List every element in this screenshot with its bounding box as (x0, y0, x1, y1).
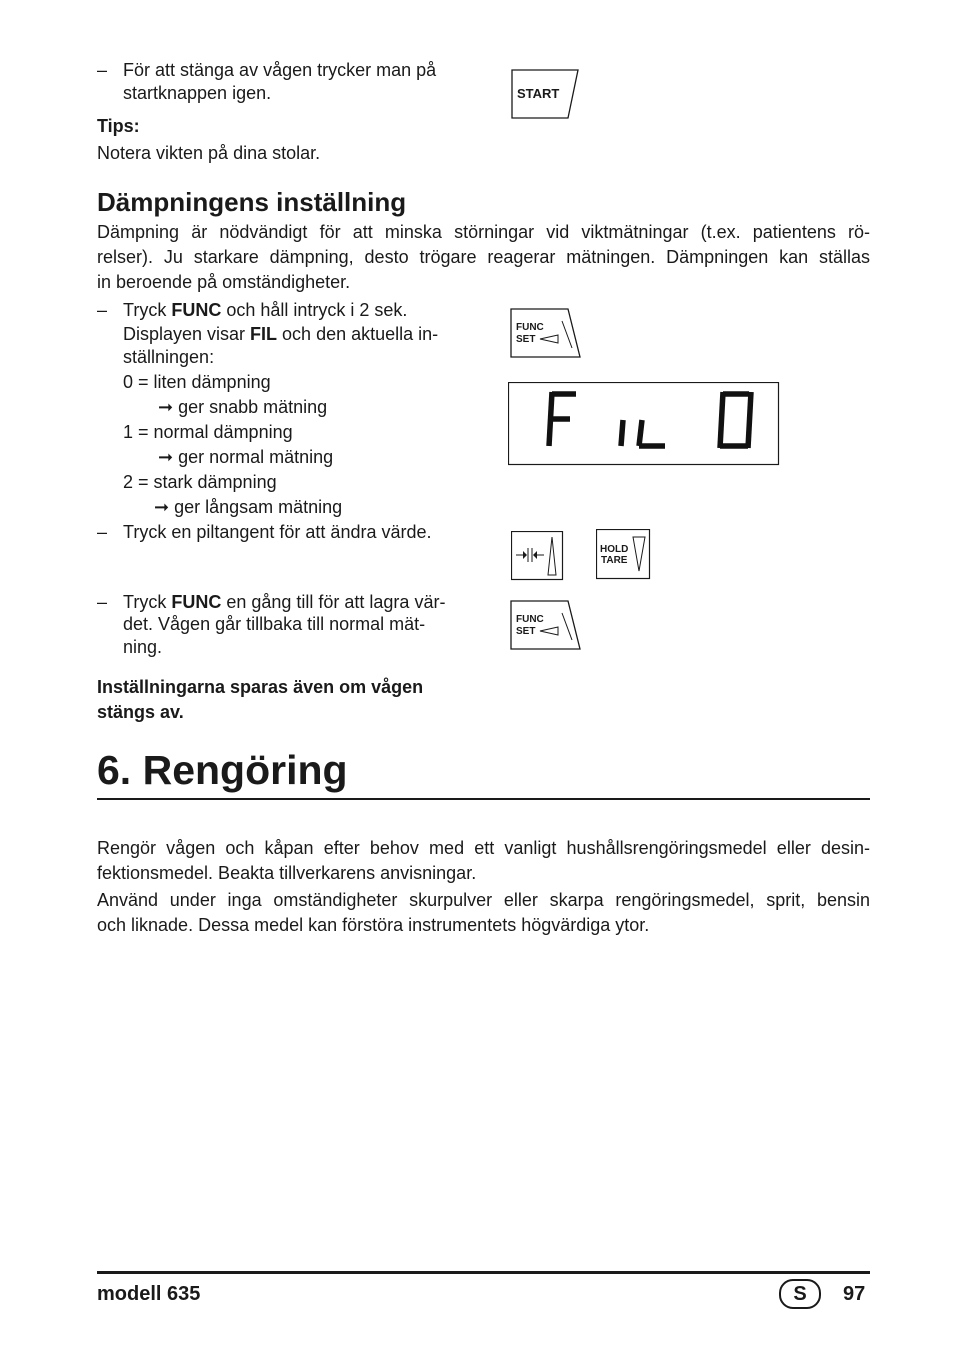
tips-label: Tips: (97, 116, 140, 136)
damping-para-line-3: in beroende på omständigheter. (97, 272, 351, 292)
chapter-heading-cleaning: 6. Rengöring (97, 747, 348, 793)
language-badge: S (779, 1279, 821, 1309)
option-1-result: ➞ ger normal mätning (158, 447, 334, 467)
step1-line-3: ställningen: (123, 347, 215, 367)
hold-tare-key-icon (596, 529, 652, 581)
step2-text: Tryck en piltangent för att ändra värde. (123, 522, 432, 542)
cleaning-p2-line-1: Använd under inga omständigheter skurpulver eller skarpa rengöringsmedel, sprit, bensin (97, 890, 870, 910)
func-set-key-icon (510, 308, 582, 360)
step1-line-1: Tryck FUNC och håll intryck i 2 sek. (123, 300, 408, 320)
intro-line-1: För att stänga av vågen trycker man på (123, 60, 437, 80)
option-0-result: ➞ ger snabb mätning (158, 397, 328, 417)
bullet-dash: – (97, 300, 108, 320)
footer-rule (97, 1271, 870, 1274)
page-number: 97 (843, 1283, 866, 1305)
func-key-top-label: FUNC (516, 322, 544, 333)
cleaning-p2-line-2: och liknade. Dessa medel kan förstöra instrumentets högvärdiga ytor. (97, 915, 650, 935)
func-key-bottom-label: SET (516, 626, 536, 637)
bullet-dash: – (97, 60, 108, 80)
tips-text: Notera vikten på dina stolar. (97, 143, 321, 163)
note-line-2: stängs av. (97, 702, 184, 722)
func-set-key-icon (510, 600, 582, 652)
heading-rule (97, 798, 870, 800)
step1-line-2: Displayen visar FIL och den aktuella in- (123, 324, 439, 344)
func-key-top-label: FUNC (516, 614, 544, 625)
option-2: 2 = stark dämpning (123, 472, 277, 492)
intro-line-2: startknappen igen. (123, 83, 272, 103)
cleaning-p1-line-2: fektionsmedel. Beakta tillverkarens anvisningar. (97, 863, 477, 883)
option-1: 1 = normal dämpning (123, 422, 293, 442)
hold-key-top-label: HOLD (600, 544, 629, 555)
option-2-result: ➞ ger långsam mätning (154, 497, 343, 517)
start-key-label: START (517, 86, 560, 101)
footer-model: modell 635 (97, 1283, 201, 1305)
lcd-display (508, 382, 780, 466)
start-key-icon (511, 69, 579, 119)
step3-line-3: ning. (123, 637, 163, 657)
step3-line-2: det. Vågen går tillbaka till normal mät- (123, 614, 426, 634)
cleaning-p1-line-1: Rengör vågen och kåpan efter behov med ett vanligt hushållsrengöringsmedel eller desin- (97, 838, 870, 858)
func-key-bottom-label: SET (516, 334, 536, 345)
note-line-1: Inställningarna sparas även om vågen (97, 677, 424, 697)
damping-arrow-key-icon (511, 531, 565, 581)
hold-key-bottom-label: TARE (601, 555, 628, 566)
section-heading-damping: Dämpningens inställning (97, 187, 407, 217)
step3-line-1: Tryck FUNC en gång till för att lagra vär- (123, 592, 446, 612)
option-0: 0 = liten dämpning (123, 372, 271, 392)
bullet-dash: – (97, 592, 108, 612)
damping-para-line-1: Dämpning är nödvändigt för att minska störningar vid viktmätningar (t.ex. patientens rö- (97, 222, 870, 242)
damping-para-line-2: relser). Ju starkare dämpning, desto trögare reagerar mätningen. Dämpningen kan ställas (97, 247, 870, 267)
bullet-dash: – (97, 522, 108, 542)
